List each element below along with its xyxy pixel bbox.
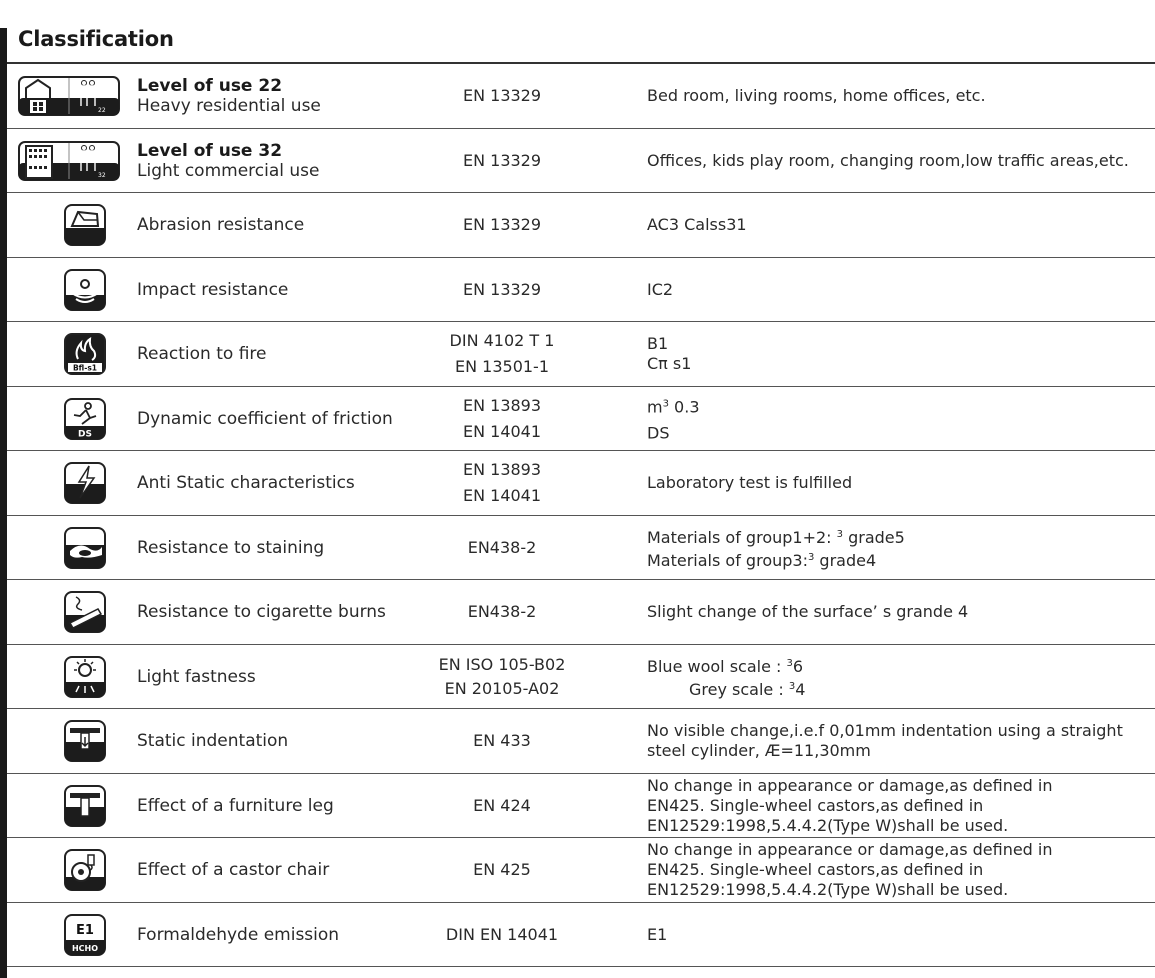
row-name: Heavy residential use: [137, 96, 321, 116]
antistatic-icon: [64, 462, 106, 504]
row-standard: DIN 4102 T 1: [449, 331, 555, 350]
row-description: $m^3$ 0.3: [647, 397, 700, 416]
row-name: Anti Static characteristics: [137, 473, 355, 493]
row-standard: DIN EN 14041: [445, 924, 559, 944]
sun-icon: [64, 656, 106, 698]
row-standard: EN 20105-A02: [444, 678, 560, 698]
row-standard: EN 13329: [462, 279, 542, 299]
row-description: Grey scale : $^3$4: [689, 679, 806, 699]
abrasion-icon: [64, 204, 106, 246]
furniture-leg-icon: [64, 785, 106, 827]
row-description: No change in appearance or damage,as defined in: [647, 840, 1053, 859]
row-name: Abrasion resistance: [137, 215, 305, 235]
svg-text:DS: DS: [78, 429, 92, 439]
fire-icon: [64, 333, 106, 375]
svg-text:22: 22: [98, 107, 106, 114]
row-description: AC3 Calss31: [647, 215, 747, 234]
row-description: DS: [647, 423, 670, 442]
row-description: Blue wool scale : $^3$6: [647, 656, 804, 676]
row-name: Resistance to staining: [137, 537, 325, 558]
row-standard: EN 13329: [462, 215, 542, 234]
table-row: [7, 903, 1155, 967]
row-description: IC2: [647, 279, 674, 299]
row-standard: EN 13893: [462, 395, 542, 415]
row-name: Resistance to cigarette burns: [137, 602, 386, 622]
row-standard: EN 13329: [462, 150, 542, 170]
table-row: [7, 322, 1155, 387]
row-standard: EN 13329: [462, 86, 542, 105]
row-description: B1: [647, 334, 669, 353]
row-description: No visible change,i.e.f 0,01mm indentation using a straight: [647, 721, 1123, 740]
indentation-icon: [64, 720, 106, 762]
row-name: Reaction to fire: [137, 344, 267, 364]
row-standard: EN438-2: [467, 602, 537, 621]
commercial-32-icon: [18, 141, 120, 181]
table-row: [7, 645, 1155, 709]
row-description: Slight change of the surface’ s grande 4: [647, 602, 969, 621]
table-row: [7, 129, 1155, 193]
staining-icon: [64, 527, 106, 569]
formaldehyde-icon: [64, 914, 106, 956]
row-standard: EN 14041: [462, 486, 542, 505]
row-standard: EN 13893: [462, 460, 542, 479]
row-standard: EN438-2: [467, 537, 537, 557]
row-name: Effect of a furniture leg: [137, 795, 334, 816]
row-name: Impact resistance: [137, 279, 289, 300]
table-row: [7, 838, 1155, 903]
row-description: EN425. Single-wheel castors,as defined in: [647, 860, 984, 879]
svg-text:32: 32: [98, 171, 106, 179]
table-row: [7, 516, 1155, 580]
row-description: Cπ s1: [647, 354, 692, 373]
row-name: Dynamic coefficient of friction: [137, 408, 393, 429]
row-description: Offices, kids play room, changing room,low traffic areas,etc.: [647, 150, 1129, 170]
row-standard: EN 14041: [462, 421, 542, 441]
table-row: [7, 387, 1155, 451]
row-description: Materials of group1+2: $^3$ grade5: [647, 527, 905, 547]
svg-text:HCHO: HCHO: [71, 943, 99, 953]
impact-icon: [64, 269, 106, 311]
table-row: [7, 580, 1155, 645]
castor-chair-icon: [64, 849, 106, 891]
svg-text:Bfl-s1: Bfl-s1: [72, 363, 98, 373]
row-description: Materials of group3:$^3$ grade4: [647, 550, 877, 570]
row-name-bold: Level of use 32: [137, 140, 283, 161]
table-row: [7, 451, 1155, 516]
row-description: Bed room, living rooms, home offices, etc.: [647, 86, 986, 105]
row-name: Light fastness: [137, 666, 256, 687]
row-standard: EN 424: [473, 795, 531, 815]
row-description: EN12529:1998,5.4.4.2(Type W)shall be used.: [647, 880, 1009, 899]
row-name: Effect of a castor chair: [137, 860, 330, 880]
row-name-bold: Level of use 22: [137, 76, 283, 96]
table-row: [7, 774, 1155, 838]
svg-text:E1: E1: [76, 922, 94, 938]
section-title: Classification: [18, 27, 174, 51]
row-name: Formaldehyde emission: [137, 924, 340, 945]
row-name: Light commercial use: [137, 160, 320, 181]
classification-table: [7, 64, 1155, 967]
cigarette-icon: [64, 591, 106, 633]
row-description: Laboratory test is fulfilled: [647, 473, 853, 492]
row-description: No change in appearance or damage,as defined in: [647, 775, 1053, 795]
row-standard: EN 433: [473, 731, 531, 750]
table-row: [7, 258, 1155, 322]
table-row: [7, 709, 1155, 774]
row-description: E1: [647, 924, 668, 944]
row-description: EN425. Single-wheel castors,as defined in: [647, 795, 984, 815]
table-row: [7, 193, 1155, 258]
residential-22-icon: [18, 76, 120, 116]
row-standard: EN 13501-1: [454, 357, 549, 376]
left-accent-bar: [0, 28, 7, 978]
row-description: steel cylinder, Æ=11,30mm: [647, 741, 871, 760]
row-standard: EN 425: [473, 860, 531, 879]
table-row: [7, 64, 1155, 129]
friction-icon: [64, 398, 106, 440]
row-name: Static indentation: [137, 731, 289, 751]
row-standard: EN ISO 105-B02: [438, 654, 566, 674]
row-description: EN12529:1998,5.4.4.2(Type W)shall be used.: [647, 815, 1009, 835]
